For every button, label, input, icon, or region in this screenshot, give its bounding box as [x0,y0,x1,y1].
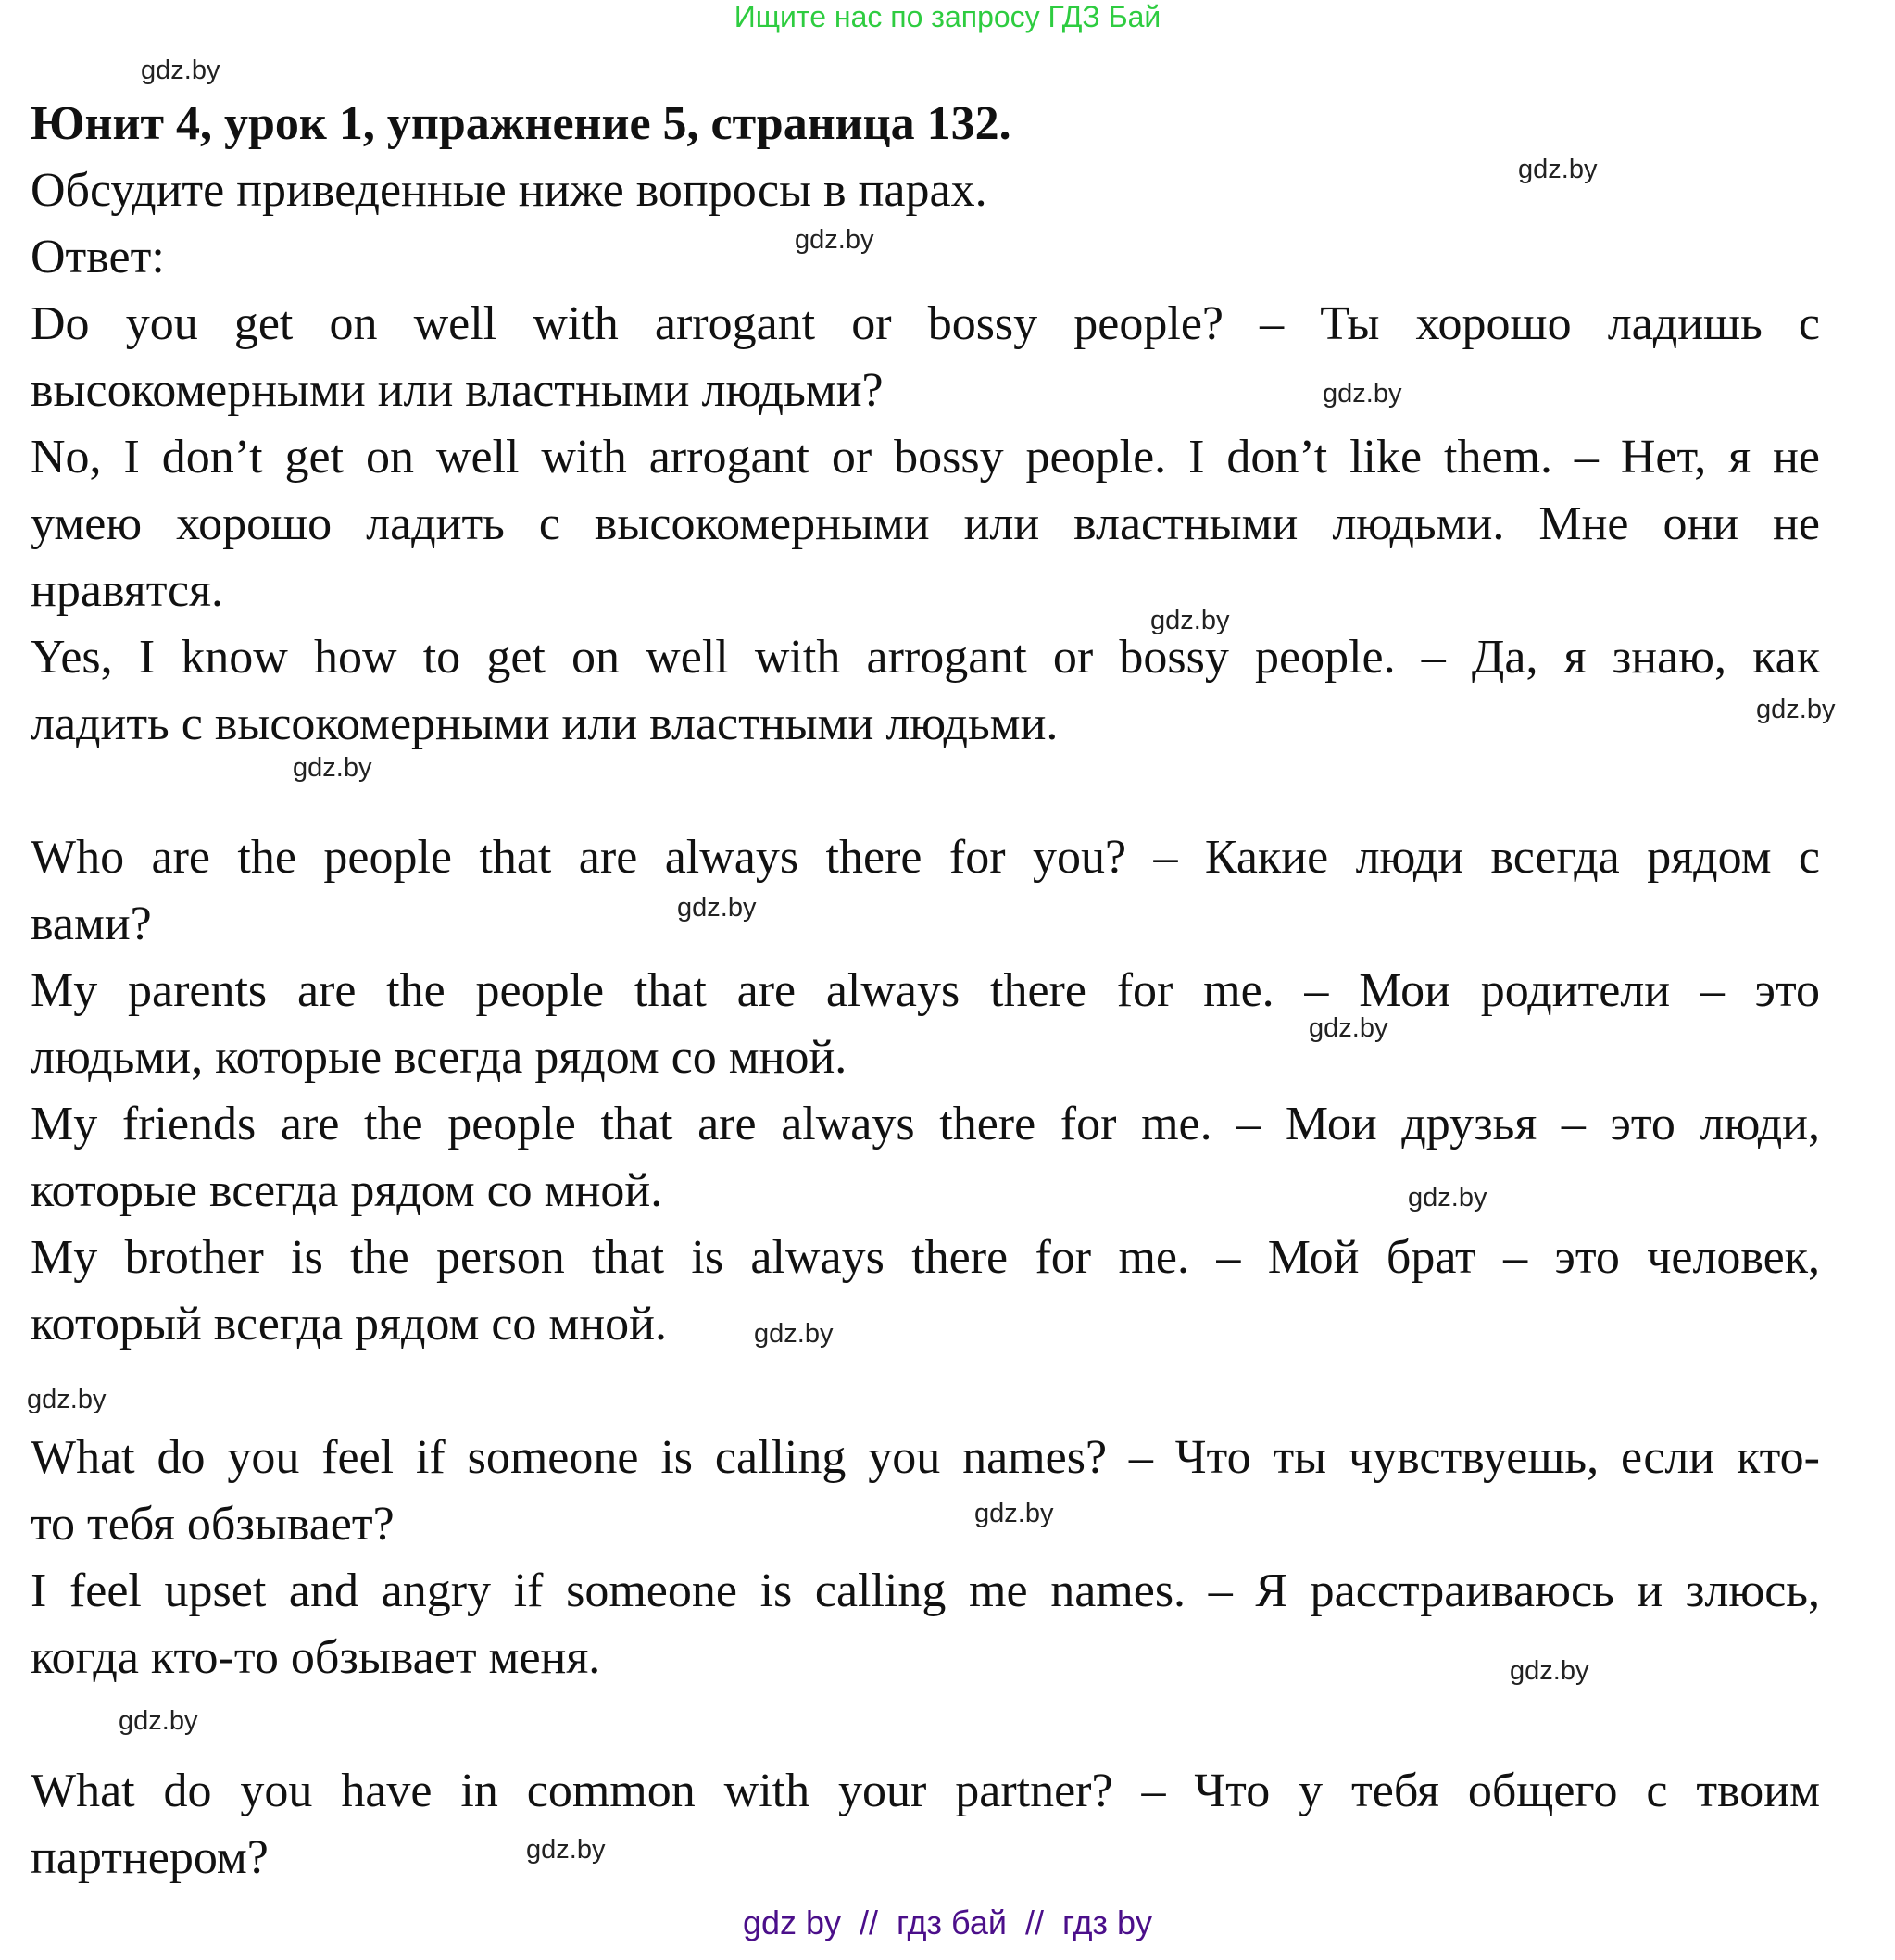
text-line: No, I don’t get on well with arrogant or bossy people. I don’t like them. – Нет, я не [31,431,1820,484]
text-line: Who are the people that are always there for you? – Какие люди всегда рядом с [31,831,1820,884]
question-paragraph [31,824,1820,958]
watermark: gdz.by [677,893,757,923]
text-line: когда кто-то обзывает меня. [31,1631,601,1684]
blank-line [31,1358,1820,1425]
question-paragraph [31,291,1820,424]
answer-paragraph [31,958,1820,1091]
answer-paragraph [31,1091,1820,1225]
watermark: gdz.by [27,1385,107,1414]
watermark: gdz.by [795,225,874,255]
question-paragraph [31,1758,1820,1891]
watermark: gdz.by [1150,606,1230,635]
watermark: gdz.by [974,1499,1054,1528]
text-line: то тебя обзывает? [31,1498,395,1551]
answer-groups [31,291,1820,1891]
search-banner: Ищите нас по запросу ГДЗ Бай [734,0,1161,33]
watermark: gdz.by [1756,695,1836,724]
text-line: партнером? [31,1831,269,1884]
text-line: ладить с высокомерными или властными людьми. [31,697,1059,750]
question-paragraph [31,1425,1820,1558]
watermark: gdz.by [1518,155,1598,184]
footer-links: gdz by // гдз бай // гдз by [742,1903,1153,1941]
watermark: gdz.by [1510,1656,1589,1686]
text-line: который всегда рядом со мной. [31,1298,667,1351]
text-line: Yes, I know how to get on well with arrogant or bossy people. – Да, я знаю, как [31,631,1820,684]
text-line: What do you feel if someone is calling you names? – Что ты чувствуешь, если кто- [31,1431,1820,1484]
watermark: gdz.by [119,1706,198,1736]
blank-line [31,1691,1820,1758]
watermark: gdz.by [1408,1183,1487,1212]
text-line: умею хорошо ладить с высокомерными или властными людьми. Мне они не [31,497,1820,550]
text-line: которые всегда рядом со мной. [31,1164,663,1217]
answer-label: Ответ: [31,231,165,283]
answer-paragraph [31,424,1820,624]
text-line: What do you have in common with your partner? – Что у тебя общего с твоим [31,1765,1820,1817]
answer-paragraph [31,1225,1820,1358]
watermark: gdz.by [1309,1013,1388,1043]
text-line: нравятся. [31,564,224,617]
text-line: Do you get on well with arrogant or bossy people? – Ты хорошо ладишь с [31,297,1820,350]
watermark: gdz.by [141,56,220,85]
text-line: людьми, которые всегда рядом со мной. [31,1031,847,1084]
text-line: высокомерными или властными людьми? [31,364,884,417]
text-line: My parents are the people that are always there for me. – Мои родители – это [31,964,1820,1017]
text-line: My friends are the people that are always there for me. – Мои друзья – это люди, [31,1098,1820,1150]
page-title: Юнит 4, урок 1, упражнение 5, страница 132. [31,97,1011,150]
exercise-content [31,91,1820,1891]
text-line: I feel upset and angry if someone is calling me names. – Я расстраиваюсь и злюсь, [31,1564,1820,1617]
watermark: gdz.by [1323,379,1402,408]
watermark: gdz.by [526,1835,606,1865]
text-line: My brother is the person that is always there for me. – Мой брат – это человек, [31,1231,1820,1284]
watermark: gdz.by [293,753,372,783]
watermark: gdz.by [754,1319,834,1349]
answer-paragraph [31,624,1820,758]
instruction: Обсудите приведенные ниже вопросы в парах. [31,164,987,217]
text-line: вами? [31,898,152,950]
